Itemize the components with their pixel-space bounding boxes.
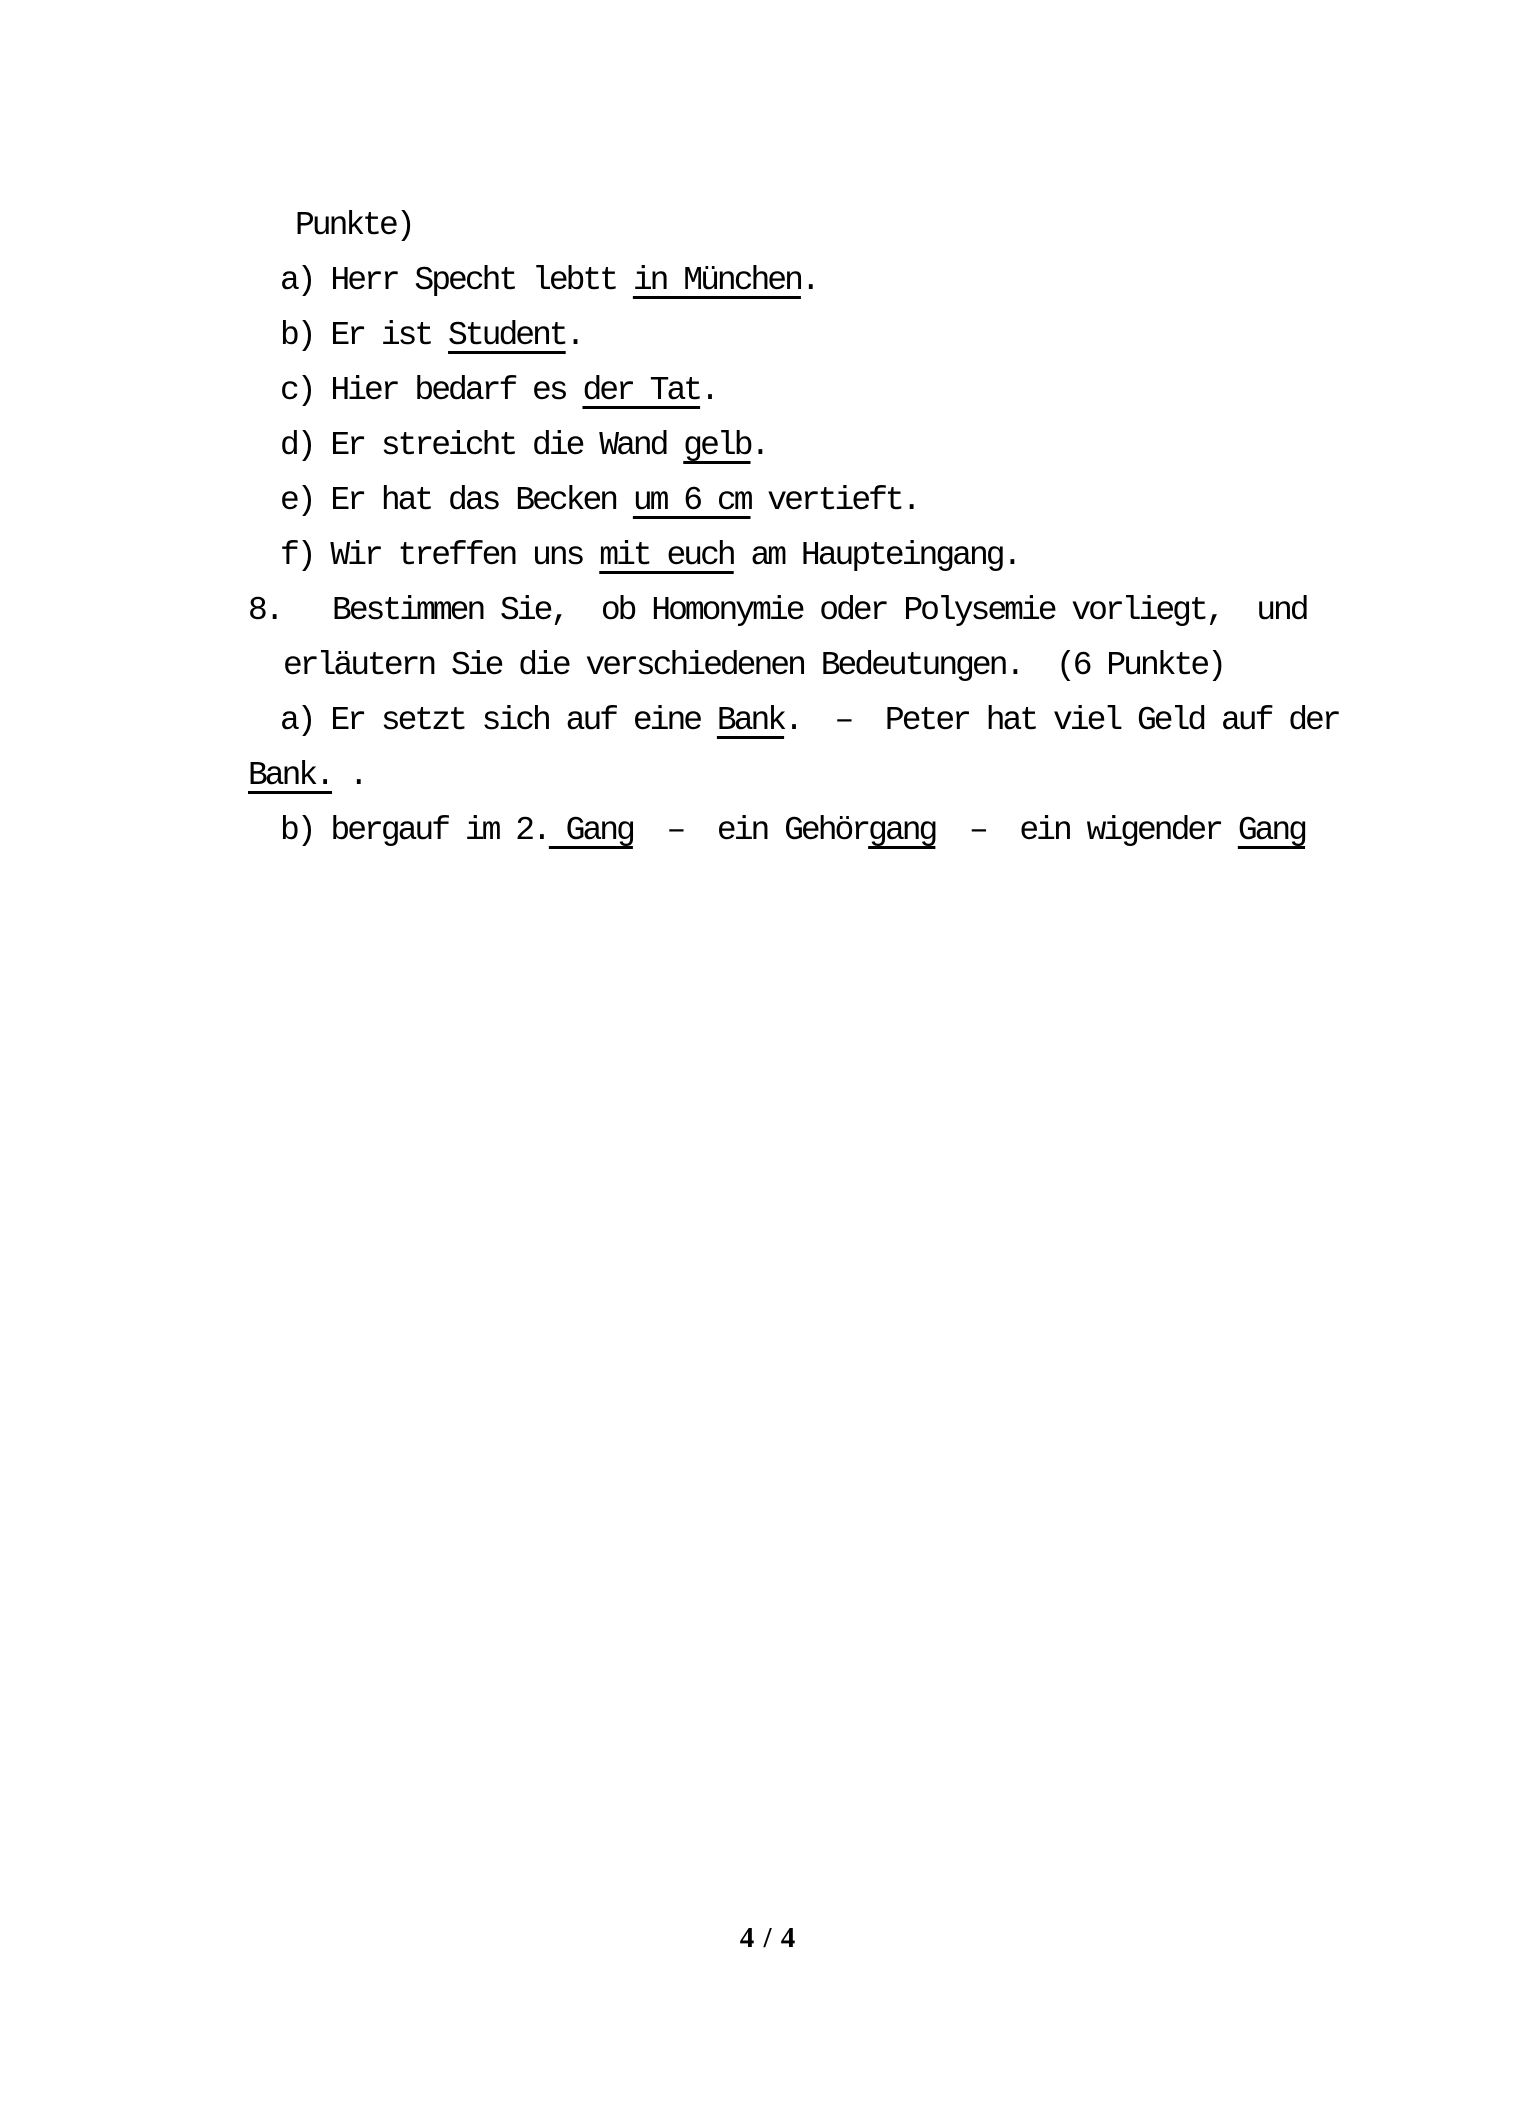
underlined-text: in München — [632, 262, 801, 299]
text-segment: b) bergauf im 2. — [280, 812, 549, 849]
text-segment: . — [800, 262, 818, 299]
underlined-text: gang — [868, 812, 936, 849]
text-segment: f) Wir treffen uns — [280, 537, 600, 574]
text-segment: a) Er setzt sich auf eine — [280, 702, 717, 739]
text-segment: . — [700, 372, 717, 409]
document-lines — [0, 198, 1536, 858]
text-segment: vertieft. — [750, 482, 919, 519]
text-segment: . — [332, 757, 366, 794]
text-line — [0, 198, 1536, 253]
text-segment: – ein wigender — [935, 812, 1238, 849]
text-segment: b) Er ist — [280, 317, 449, 354]
text-segment: c) Hier bedarf es — [280, 372, 583, 409]
underlined-text: Bank — [716, 702, 785, 739]
text-line — [0, 473, 1536, 528]
text-segment: – ein Gehör — [632, 812, 869, 849]
text-line — [0, 418, 1536, 473]
underlined-text: Gang — [1237, 812, 1306, 849]
text-segment: a) Herr Specht lebtt — [280, 262, 633, 299]
text-line — [0, 528, 1536, 583]
text-line — [0, 253, 1536, 308]
underlined-text: gelb — [683, 427, 751, 464]
text-line — [0, 308, 1536, 363]
text-segment: 8. Bestimmen Sie, ob Homonymie oder Polysemie vorliegt, und — [248, 592, 1307, 629]
text-segment: d) Er streicht die Wand — [280, 427, 684, 464]
underlined-text: Student — [448, 317, 566, 354]
text-line — [0, 748, 1536, 803]
text-segment: Punkte) — [295, 207, 413, 244]
text-segment: . — [750, 427, 768, 464]
text-line — [0, 583, 1536, 638]
page-number-footer: 4 / 4 — [739, 1922, 797, 1954]
text-line — [0, 803, 1536, 858]
underlined-text: Gang — [548, 812, 633, 849]
text-segment: am Haupteingang. — [733, 537, 1020, 574]
text-segment: e) Er hat das Becken — [280, 482, 633, 519]
text-line — [0, 363, 1536, 418]
text-line — [0, 693, 1536, 748]
underlined-text: um 6 cm — [632, 482, 751, 519]
underlined-text: der Tat — [582, 372, 701, 409]
text-segment: . – Peter hat viel Geld auf der — [784, 702, 1339, 739]
text-segment: erläutern Sie die verschiedenen Bedeutungen. (6 Punkte) — [283, 647, 1224, 684]
underlined-text: mit euch — [599, 537, 734, 574]
underlined-text: Bank. — [248, 757, 333, 794]
text-line — [0, 638, 1536, 693]
text-segment: . — [565, 317, 583, 354]
